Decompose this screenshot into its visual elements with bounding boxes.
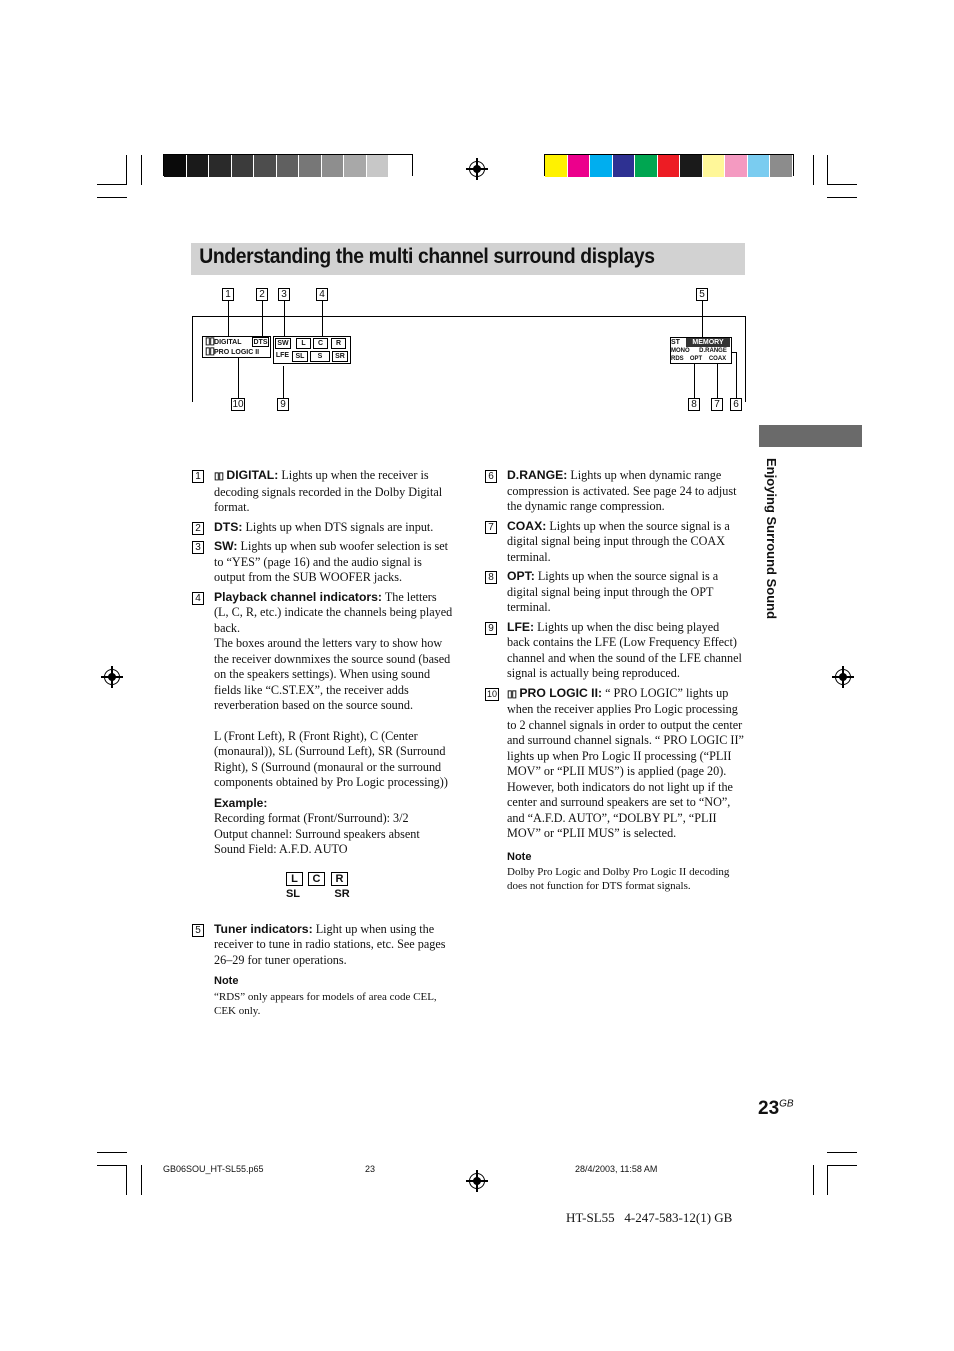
- color-swatch: [703, 155, 726, 177]
- list-item: [192, 922, 454, 1018]
- item-heading: D.RANGE:: [507, 468, 568, 482]
- footer-filename: GB06SOU_HT-SL55.p65: [163, 1164, 264, 1174]
- display-panel-frame: [192, 316, 193, 402]
- list-item: [485, 468, 745, 515]
- color-swatch: [748, 155, 771, 177]
- crop-mark: [97, 197, 127, 198]
- display-panel-frame: [745, 316, 746, 402]
- item-heading: SW:: [214, 539, 238, 553]
- section-tab: [759, 425, 862, 447]
- leader-line: [228, 301, 229, 337]
- channel-sr: SR: [332, 351, 348, 362]
- crop-mark: [827, 197, 857, 198]
- dolby-double-d-icon: ▯▯: [205, 346, 215, 357]
- rds-indicator: RDS: [671, 356, 684, 362]
- color-swatch: [568, 155, 591, 177]
- registration-mark-icon: [832, 666, 854, 688]
- channel-s: S: [310, 351, 330, 362]
- leader-line: [238, 358, 239, 398]
- crop-mark: [827, 155, 828, 185]
- leader-line: [283, 366, 284, 398]
- channel-sl: SL: [292, 351, 308, 362]
- color-swatch: [389, 155, 412, 177]
- grayscale-calibration-bar: [163, 154, 413, 176]
- callout-2: 2: [256, 288, 268, 301]
- dolby-double-d-icon: ▯▯: [205, 336, 215, 347]
- color-swatch: [232, 155, 255, 177]
- item-number: 9: [485, 622, 497, 635]
- item-number: 6: [485, 470, 497, 483]
- color-swatch: [322, 155, 345, 177]
- channel-sr: SR: [334, 887, 350, 900]
- item-number: 10: [486, 688, 497, 699]
- dts-indicator: DTS: [253, 339, 268, 346]
- example-line: Output channel: Surround speakers absent: [214, 826, 420, 841]
- callout-6: 6: [730, 398, 742, 411]
- channel-sl: SL: [285, 887, 301, 900]
- crop-mark: [141, 1165, 142, 1195]
- item-heading: COAX:: [507, 518, 547, 533]
- item-heading: DTS:: [214, 519, 243, 534]
- color-swatch: [680, 155, 703, 177]
- crop-mark: [97, 1165, 127, 1166]
- dolby-double-d-icon: ▯▯: [214, 471, 224, 482]
- color-swatch: [344, 155, 367, 177]
- channel-l: L: [296, 338, 311, 349]
- leader-line: [736, 352, 737, 398]
- note-text: Dolby Pro Logic and Dolby Pro Logic II decoding does not function for DTS format signals.: [507, 866, 730, 892]
- list-item: [192, 539, 454, 586]
- item-text: Lights up when the source signal is a digital signal being input through the COAX terminal.: [507, 518, 730, 564]
- registration-mark-icon: [466, 1170, 488, 1192]
- callout-1: 1: [222, 288, 234, 301]
- callout-5: 5: [696, 288, 708, 301]
- color-swatch: [613, 155, 636, 177]
- sw-indicator: SW: [275, 338, 291, 349]
- crop-mark: [827, 1165, 857, 1166]
- item-number: 1: [192, 470, 204, 483]
- crop-mark: [126, 1165, 127, 1195]
- callout-9: 9: [277, 398, 289, 411]
- item-text: Lights up when dynamic range compression is activated. See page 24 to adjust the dynamic range compression.: [507, 468, 737, 513]
- crop-mark: [813, 155, 814, 185]
- mono-indicator: MONO: [671, 348, 690, 354]
- opt-indicator: OPT: [689, 356, 703, 362]
- registration-mark-icon: [466, 158, 488, 180]
- list-item: [192, 468, 454, 516]
- dolby-double-d-icon: ▯▯: [507, 688, 517, 700]
- item-number: 4: [192, 592, 204, 605]
- callout-8: 8: [688, 398, 700, 411]
- leader-line: [717, 364, 718, 398]
- note-heading: Note: [214, 975, 239, 987]
- item-text: “ PRO LOGIC” lights up when the receiver applies Pro Logic processing to 2 channel signals in order to output the center and surround channel signals. “ PRO LOGIC II” lights up when Pro Logic II processing (“PLII MOV” or “PLII MUS”) is applied (page 20). However, both indicators do not light up if the center and surround speakers are set to “NO”, and “A.F.D. AUTO”, “DOLBY PL”, “PLII MOV” or “PLII MUS” is selected.: [507, 685, 744, 840]
- page-title: Understanding the multi channel surround displays: [199, 245, 655, 268]
- memory-indicator: MEMORY: [686, 338, 730, 347]
- color-swatch: [635, 155, 658, 177]
- display-panel-frame: [192, 316, 746, 317]
- dolby-digital-indicator: ▯▯DIGITAL: [205, 336, 242, 347]
- crop-mark: [126, 155, 127, 185]
- item-text: Lights up when the disc being played back contains the LFE (Low Frequency Effect) channel and when the sound of the LFE channel signal is actually being reproduced.: [507, 619, 742, 680]
- item-text: Lights up when the receiver is decoding signals recorded in the Dolby Digital format.: [214, 468, 443, 514]
- crop-mark: [813, 1165, 814, 1195]
- callout-3: 3: [278, 288, 290, 301]
- callout-4: 4: [316, 288, 328, 301]
- item-heading: Tuner indicators:: [214, 921, 313, 936]
- color-swatch: [545, 155, 568, 177]
- item-number: 3: [192, 541, 204, 554]
- callout-7: 7: [711, 398, 723, 411]
- color-swatch: [590, 155, 613, 177]
- example-heading: Example:: [214, 795, 268, 810]
- list-item: [192, 590, 454, 916]
- item-heading: LFE:: [507, 619, 535, 634]
- paragraph: L (Front Left), R (Front Right), C (Center (monaural)), SL (Surround Left), SR (Surround Right), S (Surround (monaural or the surround components obtained by Pro Logic processing)): [214, 728, 448, 789]
- item-heading: ▯▯ DIGITAL:: [214, 468, 279, 482]
- list-item: [485, 569, 745, 616]
- left-column: [192, 468, 454, 1022]
- item-number: 7: [485, 521, 497, 534]
- channel-l: L: [286, 872, 303, 886]
- color-calibration-bar: [544, 154, 794, 176]
- color-swatch: [209, 155, 232, 177]
- item-text: Light up when using the receiver to tune in radio stations, etc. See pages 26–29 for tuner operations.: [214, 921, 446, 967]
- crop-mark: [97, 184, 127, 185]
- leader-line: [262, 301, 263, 337]
- footer-model: HT-SL55 4-247-583-12(1) GB: [566, 1210, 733, 1225]
- leader-line: [322, 301, 323, 337]
- item-heading: OPT:: [507, 569, 535, 583]
- channel-r: R: [331, 338, 346, 349]
- example-line: Recording format (Front/Surround): 3/2: [214, 811, 409, 825]
- color-swatch: [367, 155, 390, 177]
- color-swatch: [277, 155, 300, 177]
- footer-date: 28/4/2003, 11:58 AM: [575, 1164, 658, 1174]
- list-item: [192, 520, 454, 536]
- callout-10: 10: [232, 399, 244, 410]
- footer-page: 23: [365, 1164, 376, 1174]
- color-swatch: [254, 155, 277, 177]
- page-number: $23^{GB}$: [758, 1098, 794, 1119]
- color-swatch: [299, 155, 322, 177]
- leader-line: [694, 364, 695, 398]
- list-item: [485, 686, 745, 842]
- color-swatch: [164, 155, 187, 177]
- channel-c: C: [313, 338, 328, 349]
- list-item: [485, 620, 745, 682]
- right-column: [485, 468, 745, 893]
- leader-line: [702, 301, 703, 337]
- color-swatch: [770, 155, 793, 177]
- note-heading: Note: [507, 850, 532, 863]
- channel-r: R: [331, 872, 348, 886]
- color-swatch: [187, 155, 210, 177]
- color-swatch: [658, 155, 681, 177]
- item-text: Lights up when sub woofer selection is set to “YES” (page 16) and the audio signal is output from the SUB WOOFER jacks.: [214, 539, 449, 584]
- crop-mark: [827, 1165, 828, 1195]
- list-item: [485, 519, 745, 566]
- item-heading: ▯▯ PRO LOGIC II:: [507, 685, 603, 700]
- item-text: The letters (L, C, R, etc.) indicate the channels being played back.: [214, 589, 453, 635]
- item-text: Lights up when the source signal is a digital signal being input through the OPT terminal.: [507, 569, 719, 614]
- item-number: 8: [485, 571, 497, 584]
- crop-mark: [827, 1152, 857, 1153]
- example-line: Sound Field: A.F.D. AUTO: [214, 842, 348, 856]
- crop-mark: [97, 1152, 127, 1153]
- drange-indicator: D.RANGE: [699, 348, 727, 354]
- note-text: “RDS” only appears for models of area code CEL, CEK only.: [214, 990, 437, 1017]
- example-display: [214, 858, 454, 916]
- item-number: 5: [192, 924, 204, 937]
- crop-mark: [827, 184, 857, 185]
- side-section-label: Enjoying Surround Sound: [764, 458, 779, 620]
- st-indicator: ST: [671, 339, 680, 346]
- registration-mark-icon: [101, 666, 123, 688]
- paragraph: The boxes around the letters vary to show how the receiver downmixes the source sound (based on the speakers settings). When using sound fields like “C.ST.EX”, the receiver adds reverberation based on the source sound.: [214, 636, 451, 712]
- item-heading: Playback channel indicators:: [214, 589, 382, 604]
- item-number: 2: [192, 522, 204, 535]
- channel-c: C: [308, 872, 325, 886]
- title-bar: [191, 243, 745, 275]
- pro-logic-indicator: ▯▯PRO LOGIC II: [205, 346, 260, 357]
- lfe-indicator: LFE: [275, 352, 290, 359]
- coax-indicator: COAX: [708, 356, 727, 362]
- color-swatch: [725, 155, 748, 177]
- item-text: Lights up when DTS signals are input.: [245, 519, 434, 534]
- leader-line: [284, 301, 285, 337]
- crop-mark: [141, 155, 142, 185]
